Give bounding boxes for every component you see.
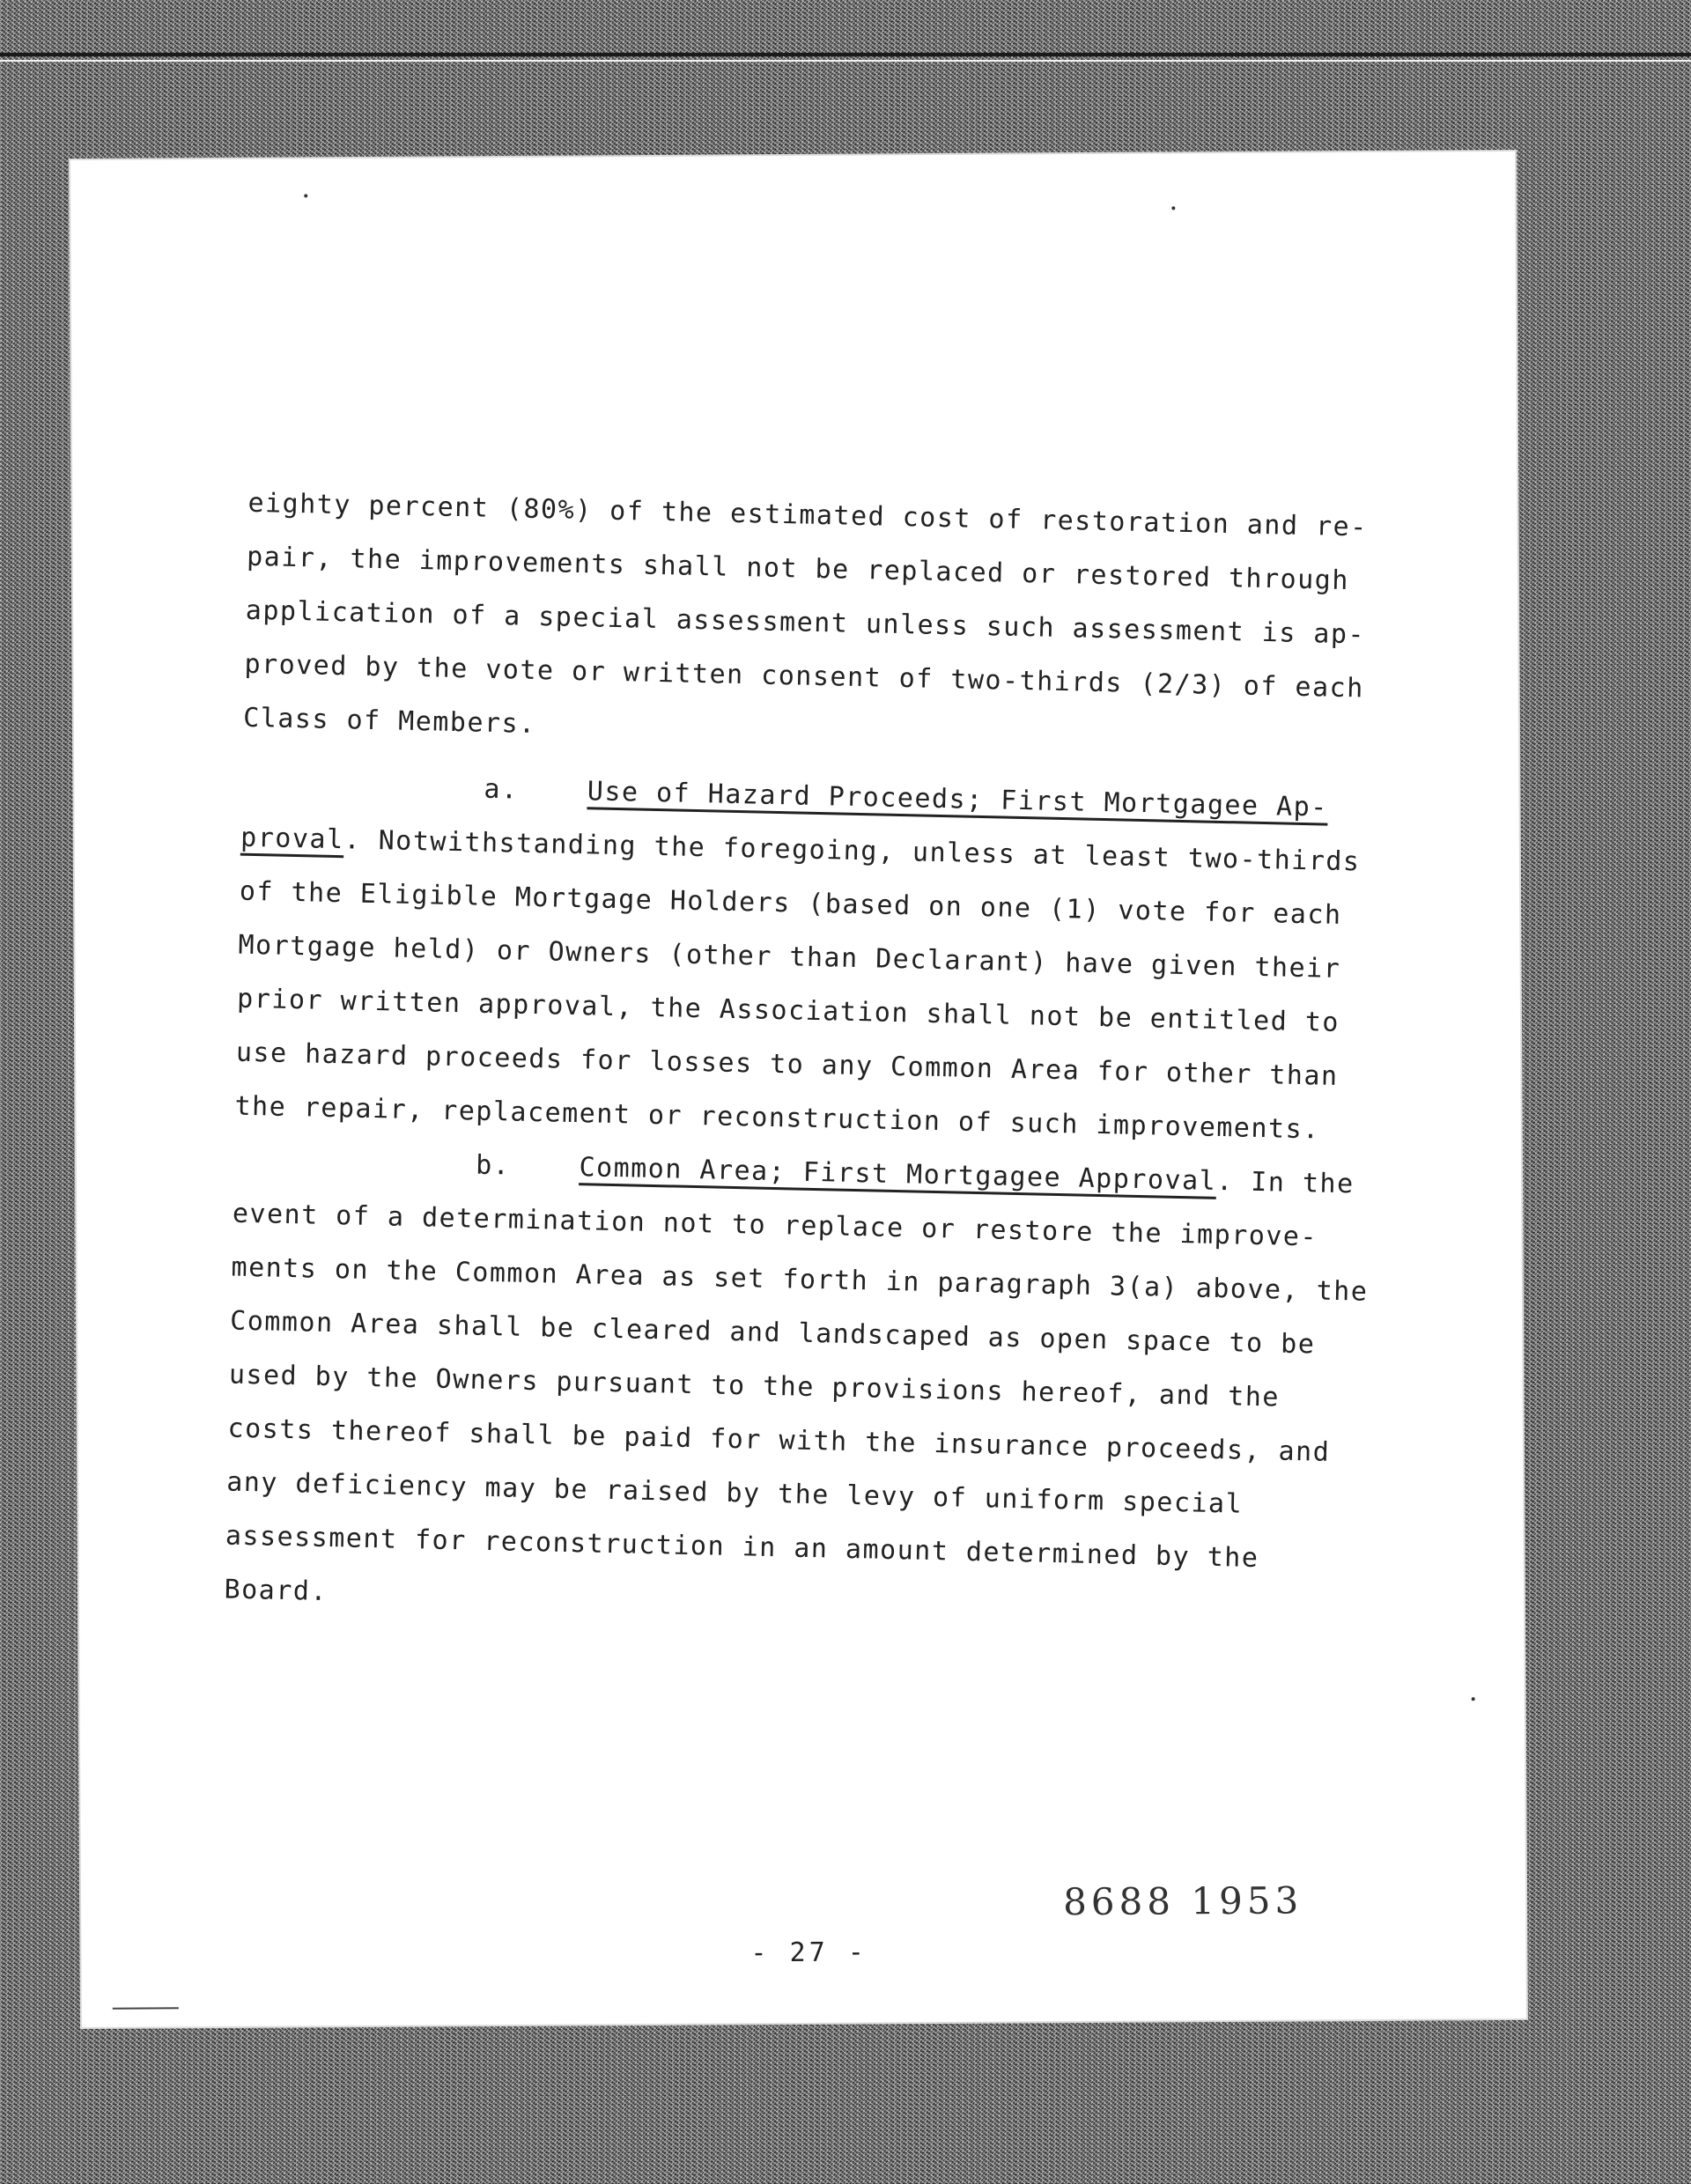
section-b-heading: Common Area; First Mortgagee Approval [579, 1152, 1217, 1197]
section-a-heading-continuation: proval [240, 822, 344, 856]
section-a-text: . Notwithstanding the foregoing, unless at least two-thirds [343, 824, 1361, 878]
dust-speck [1171, 206, 1175, 210]
paragraph-line: use hazard proceeds for losses to any Common Area for other than [235, 1037, 1339, 1092]
paragraph-line: prior written approval, the Association shall not be entitled to [236, 983, 1340, 1038]
paragraph-line: Board. [224, 1574, 329, 1608]
record-number: 8688 1953 [1062, 1878, 1303, 1924]
page-number: - 27 - [750, 1937, 868, 1969]
dust-speck [1472, 1697, 1475, 1701]
section-a-heading: Use of Hazard Proceeds; First Mortgagee Ap- [587, 776, 1329, 823]
section-b-marker: b. [475, 1149, 511, 1182]
paragraph-line: used by the Owners pursuant to the provisions hereof, and the [228, 1359, 1281, 1413]
paragraph-line: pair, the improvements shall not be replaced or restored through [246, 541, 1350, 597]
paragraph-line: Class of Members. [242, 702, 537, 740]
paragraph-line: event of a determination not to replace or restore the improve- [232, 1198, 1318, 1253]
top-border-line [0, 53, 1691, 56]
top-border-highlight [0, 60, 1691, 62]
paragraph-line: Common Area shall be cleared and landscaped as open space to be [229, 1305, 1316, 1361]
footer-dash [113, 2007, 179, 2009]
paragraph-line: of the Eligible Mortgage Holders (based on one (1) vote for each [239, 875, 1342, 931]
paragraph-line: eighty percent (80%) of the estimated cost of restoration and re- [247, 487, 1369, 543]
paragraph-line: ments on the Common Area as set forth in paragraph 3(a) above, the [231, 1251, 1369, 1308]
paragraph-line: the repair, replacement or reconstruction of such improvements. [234, 1090, 1321, 1146]
paragraph-line: proved by the vote or written consent of two-thirds (2/3) of each [244, 648, 1365, 705]
section-b-heading-suffix: . In the [1215, 1165, 1355, 1200]
section-a-marker: a. [484, 773, 520, 806]
dust-speck [304, 194, 307, 197]
paragraph-line: application of a special assessment unless such assessment is ap- [245, 594, 1366, 651]
paragraph-line: any deficiency may be raised by the levy of uniform special [225, 1466, 1244, 1520]
paragraph-line: assessment for reconstruction in an amount determined by the [225, 1520, 1259, 1575]
paragraph-line: Mortgage held) or Owners (other than Declarant) have given their [238, 929, 1341, 985]
paragraph-line: costs thereof shall be paid for with the insurance proceeds, and [227, 1413, 1331, 1468]
document-page [70, 151, 1526, 2027]
document-body [224, 476, 1429, 1642]
